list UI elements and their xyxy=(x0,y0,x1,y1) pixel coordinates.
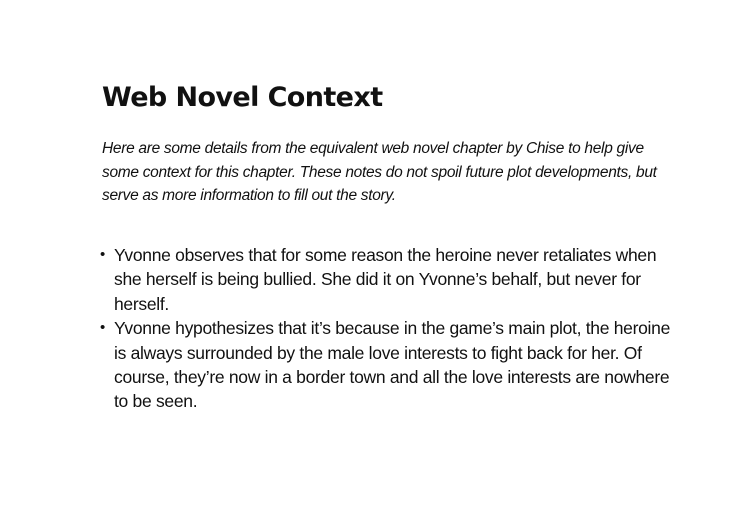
note-text: Yvonne observes that for some reason the heroine never retaliates when she herself is being bullied. She did it on Yvonne’s behalf, but never for herself. xyxy=(114,245,657,314)
bullet-icon: • xyxy=(100,246,105,263)
intro-paragraph: Here are some details from the equivalent web novel chapter by Chise to help give some context for this chapter. These notes do not spoil future plot developments, but serve as more information to fill out the story. xyxy=(102,140,657,204)
note-text: Yvonne hypothesizes that it’s because in the game’s main plot, the heroine is always surrounded by the male love interests to fight back for her. Of course, they’re now in a border town and all the love interests are nowhere to be seen. xyxy=(114,318,671,412)
list-item xyxy=(100,316,680,414)
context-notes-list xyxy=(100,243,680,414)
bullet-icon: • xyxy=(100,319,105,337)
list-item xyxy=(100,243,680,316)
page-title: Web Novel Context xyxy=(102,82,383,113)
